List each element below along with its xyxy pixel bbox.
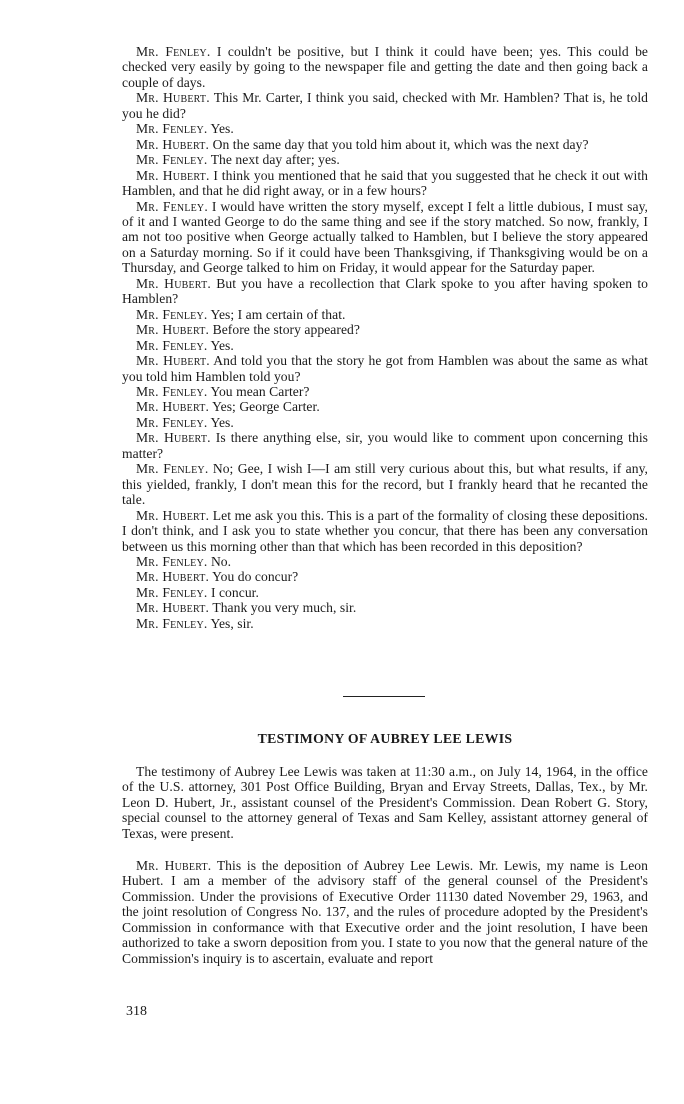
speaker-label: Mr. Fenley. — [136, 584, 208, 600]
utterance: On the same day that you told him about it, which was the next day? — [212, 136, 589, 152]
speaker-label: Mr. Fenley. — [136, 152, 208, 168]
colloquy-paragraph — [122, 152, 648, 167]
colloquy-paragraph — [122, 338, 648, 353]
colloquy-paragraph — [122, 44, 648, 90]
utterance: You do concur? — [212, 569, 299, 585]
speaker-label: Mr. Hubert. — [136, 507, 210, 523]
colloquy-paragraph — [122, 199, 648, 276]
utterance: Thank you very much, sir. — [212, 600, 357, 616]
colloquy-paragraph — [122, 276, 648, 307]
colloquy-paragraph — [122, 616, 648, 631]
speaker-label: Mr. Hubert. — [136, 322, 210, 338]
colloquy-paragraph — [122, 168, 648, 199]
utterance: Yes, sir. — [210, 615, 254, 631]
speaker-label: Mr. Hubert. — [136, 600, 210, 616]
colloquy-paragraph — [122, 461, 648, 507]
colloquy-paragraph — [122, 569, 648, 584]
colloquy-paragraph — [122, 137, 648, 152]
utterance: Is there anything else, sir, you would like to comment upon concerning this matter? — [122, 430, 648, 461]
speaker-label: Mr. Hubert. — [136, 275, 211, 291]
utterance: Yes. — [210, 337, 234, 353]
speaker-label: Mr. Fenley. — [136, 306, 208, 322]
speaker-label: Mr. Fenley. — [136, 553, 208, 569]
utterance: This is the deposition of Aubrey Lee Lewis. Mr. Lewis, my name is Leon Hubert. I am a member of the advisory staff of the general counsel of the President's Commission. Under the provisions of Executive Order 11130 dated November 29, 1963, and the joint resolution of Congress No. 137, and the rules of procedure adopted by the President's Commission in conformance with that Executive order and the joint resolution, I have been authorized to take a sworn deposition from you. I state to you now that the general nature of the Commission's inquiry is to ascertain, evaluate and report — [122, 858, 648, 966]
colloquy-paragraph — [122, 399, 648, 414]
colloquy-paragraph — [122, 600, 648, 615]
colloquy-paragraph — [122, 415, 648, 430]
colloquy-paragraph — [122, 307, 648, 322]
colloquy-paragraph — [122, 430, 648, 461]
intro-section — [122, 764, 648, 841]
speaker-label: Mr. Hubert. — [136, 430, 211, 446]
utterance: I couldn't be positive, but I think it could have been; yes. This could be checked very easily by going to the newspaper file and getting the date and then going back a couple of days. — [122, 44, 649, 90]
page-number: 318 — [126, 1004, 147, 1019]
colloquy-paragraph — [122, 121, 648, 136]
utterance: Yes. — [210, 414, 234, 430]
utterance: You mean Carter? — [210, 383, 310, 399]
colloquy-paragraph — [122, 384, 648, 399]
speaker-label: Mr. Hubert. — [136, 353, 210, 369]
speaker-label: Mr. Fenley. — [136, 414, 208, 430]
utterance: I think you mentioned that he said that you suggested that he check it out with Hamblen, and that he did right away, or in a few hours? — [122, 167, 648, 199]
speaker-label: Mr. Hubert. — [136, 136, 210, 152]
section-divider — [343, 696, 425, 697]
colloquy-paragraph — [122, 90, 648, 121]
colloquy-paragraph — [122, 322, 648, 337]
utterance: The next day after; yes. — [210, 152, 340, 168]
utterance: Let me ask you this. This is a part of the formality of closing these depositions. I don't think, and I ask you to state whether you concur, that there has been any conversation between us this morning other than that which has been recorded in this deposition? — [122, 507, 649, 554]
utterance: Before the story appeared? — [212, 322, 360, 338]
colloquy-paragraph — [122, 585, 648, 600]
speaker-label: Mr. Hubert. — [136, 569, 210, 585]
colloquy-paragraph — [122, 353, 648, 384]
utterance: No. — [210, 553, 232, 569]
utterance: I concur. — [210, 584, 259, 600]
speaker-label: Mr. Hubert. — [136, 858, 212, 873]
speaker-label: Mr. Hubert. — [136, 167, 210, 183]
speaker-label: Mr. Fenley. — [136, 121, 208, 137]
speaker-label: Mr. Fenley. — [136, 337, 208, 353]
speaker-label: Mr. Hubert. — [136, 399, 210, 415]
opening-statement-paragraph — [122, 858, 648, 966]
utterance: I would have written the story myself, except I felt a little dubious, I must say, of it and I wanted George to do the same thing and see if the story matched. So now, frankly, I am not too positive when George actually talked to Hamblen, but I believe the story appeared on a Saturday morning. So if it could have been Thanksgiving, if Thanksgiving would be on a Thursday, and George talked to him on Friday, it would appear for the Saturday paper. — [122, 198, 648, 276]
utterance: Yes. — [210, 121, 234, 137]
speaker-label: Mr. Fenley. — [136, 615, 208, 631]
intro-paragraph: The testimony of Aubrey Lee Lewis was taken at 11:30 a.m., on July 14, 1964, in the office of the U.S. attorney, 301 Post Office Building, Bryan and Ervay Streets, Dallas, Tex., by Mr. Leon D. Hubert, Jr., assistant counsel of the President's Commission. Dean Robert G. Story, special counsel to the attorney general of Texas and Sam Kelley, assistant attorney general of Texas, were present. — [122, 764, 648, 841]
speaker-label: Mr. Fenley. — [136, 198, 208, 214]
speaker-label: Mr. Fenley. — [136, 383, 208, 399]
opening-statement-section — [122, 858, 648, 966]
utterance: But you have a recollection that Clark spoke to you after having spoken to Hamblen? — [122, 275, 648, 307]
speaker-label: Mr. Fenley. — [136, 461, 209, 477]
utterance: And told you that the story he got from Hamblen was about the same as what you told him Hamblen told you? — [122, 353, 648, 384]
utterance: Yes; George Carter. — [212, 399, 320, 415]
speaker-label: Mr. Hubert. — [136, 90, 210, 106]
colloquy-paragraph — [122, 554, 648, 569]
utterance: No; Gee, I wish I—I am still very curious about this, but what results, if any, this yielded, frankly, I don't mean this for the record, but I frankly heard that he recanted the tale. — [122, 461, 649, 508]
speaker-label: Mr. Fenley. — [136, 44, 211, 59]
colloquy-section — [122, 44, 648, 631]
colloquy-paragraph — [122, 508, 648, 554]
section-heading: TESTIMONY OF AUBREY LEE LEWIS — [257, 731, 513, 746]
utterance: This Mr. Carter, I think you said, checked with Mr. Hamblen? That is, he told you he did? — [122, 90, 648, 121]
utterance: Yes; I am certain of that. — [210, 306, 346, 322]
